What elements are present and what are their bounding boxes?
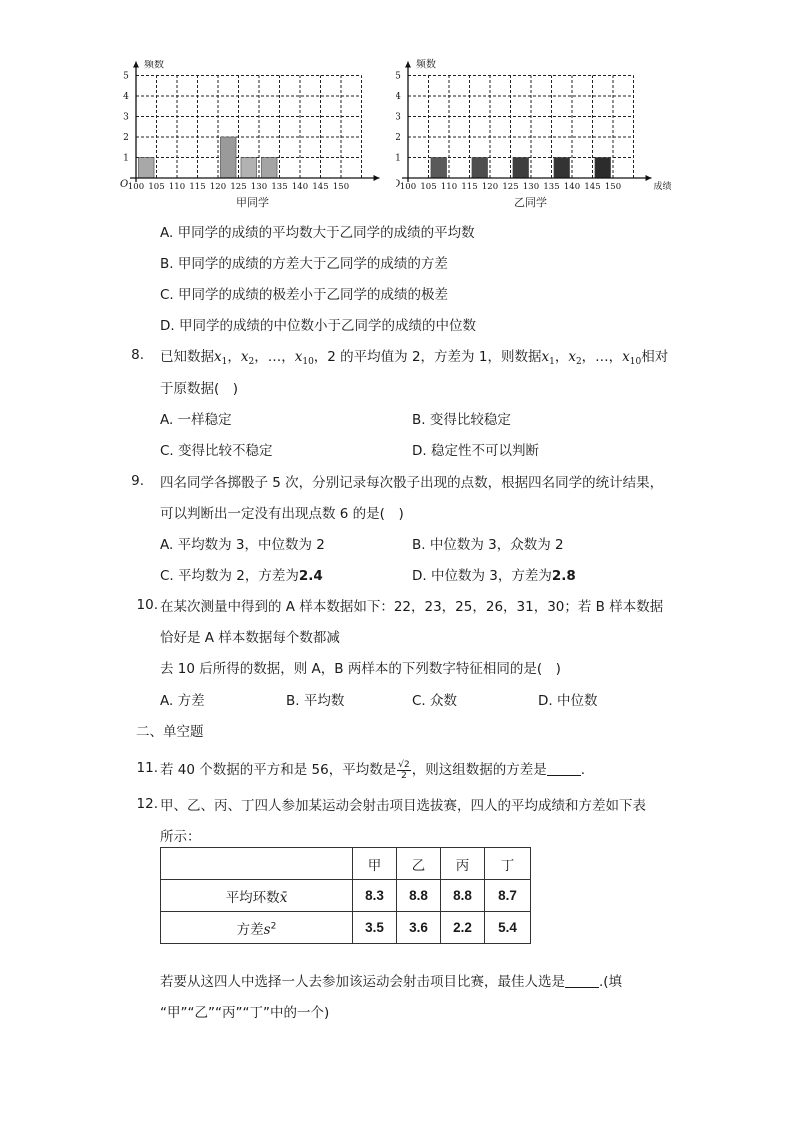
table-cell: 3.5 <box>353 912 397 944</box>
y-tick-label: 3 <box>396 112 401 123</box>
y-tick-label: 1 <box>123 153 129 164</box>
q9-option-d-value: 2.8 <box>551 568 576 584</box>
q8-text-a: 已知数据 <box>160 349 214 365</box>
stats-table <box>160 847 531 944</box>
table-row <box>161 912 531 944</box>
histogram-bar <box>241 158 257 179</box>
table-cell: 8.7 <box>485 880 531 912</box>
q11-number: 11. <box>136 760 158 776</box>
q9-option-c-value: 2.4 <box>298 568 323 584</box>
origin-label: O <box>120 179 129 190</box>
histogram-yi <box>396 56 678 212</box>
q8-number: 8. <box>131 347 144 363</box>
q8-option-a[interactable]: A. 一样稳定 <box>160 412 232 428</box>
x-axis-arrow <box>646 175 652 181</box>
q8-text-b: ，2 的平均值为 2，方差为 1，则数据 <box>313 349 542 365</box>
q10-line2: 恰好是 A 样本数据每个数都减 <box>160 630 340 646</box>
x-tick-label: 115 <box>461 182 478 192</box>
x-tick-label: 110 <box>168 182 186 192</box>
q9-option-a[interactable]: A. 平均数为 3，中位数为 2 <box>160 537 325 553</box>
q8-text-c: 相对 <box>641 349 669 365</box>
x-tick-label: 100 <box>399 182 417 192</box>
y-axis-arrow <box>405 62 411 68</box>
q7-option-c[interactable]: C. 甲同学的成绩的极差小于乙同学的成绩的极差 <box>160 287 449 303</box>
q9-line1: 四名同学各掷骰子 5 次，分别记录每次骰子出现的点数，根据四名同学的统计结果， <box>160 475 664 491</box>
y-axis-arrow <box>133 62 139 68</box>
q12-line3: 若要从这四人中选择一人去参加该运动会射击项目比赛，最佳人选是 .(填 <box>160 974 623 990</box>
table-cell: 8.8 <box>397 880 441 912</box>
histogram-bar <box>513 158 529 179</box>
q11-answer-blank[interactable] <box>547 764 581 776</box>
q10-line3: 去 10 后所得的数据，则 A，B 两样本的下列数字特征相同的是( ) <box>160 661 561 677</box>
q8-x10b: $x_{10}$ <box>622 349 642 367</box>
histogram-bar <box>472 158 488 179</box>
x-tick-label: 120 <box>481 182 499 192</box>
q9-option-c[interactable]: C. 平均数为 2，方差为2.4 <box>160 568 323 584</box>
x-axis-label: 成绩 <box>653 182 672 192</box>
y-tick-label: 1 <box>396 153 401 164</box>
y-tick-label: 2 <box>396 133 401 143</box>
chart-caption-yi: 乙同学 <box>514 196 547 209</box>
q9-line2: 可以判断出一定没有出现点数 6 的是( ) <box>160 506 404 522</box>
q7-option-b[interactable]: B. 甲同学的成绩的方差大于乙同学的成绩的方差 <box>160 256 448 272</box>
y-tick-label: 4 <box>396 92 401 102</box>
q12-line4: “甲”“乙”“丙”“丁”中的一个) <box>160 1005 330 1021</box>
table-header-row <box>161 848 531 880</box>
y-tick-label: 2 <box>123 133 129 143</box>
histogram-bar <box>595 158 611 179</box>
table-cell: 3.6 <box>397 912 441 944</box>
table-cell: 5.4 <box>485 912 531 944</box>
q10-line1: 在某次测量中得到的 A 样本数据如下：22，23，25，26，31，30；若 B 样本数据 <box>160 599 664 615</box>
table-cell: 8.8 <box>441 880 485 912</box>
histogram-bar <box>138 158 154 179</box>
table-header-jia: 甲 <box>353 848 397 880</box>
q10-option-c[interactable]: C. 众数 <box>412 693 458 709</box>
x-tick-label: 105 <box>420 182 437 192</box>
x-tick-label: 130 <box>250 182 268 192</box>
section-heading: 二、单空题 <box>136 724 204 740</box>
q7-option-a[interactable]: A. 甲同学的成绩的平均数大于乙同学的成绩的平均数 <box>160 225 475 241</box>
x-tick-label: 125 <box>230 182 247 192</box>
histogram-jia <box>118 60 380 210</box>
table-cell: 2.2 <box>441 912 485 944</box>
q12-number: 12. <box>136 796 158 812</box>
q9-option-b[interactable]: B. 中位数为 3，众数为 2 <box>412 537 564 553</box>
chart-caption-jia: 甲同学 <box>236 196 269 209</box>
table-header-ding: 丁 <box>485 848 531 880</box>
q10-option-d[interactable]: D. 中位数 <box>538 693 598 709</box>
q12-answer-blank[interactable] <box>565 976 599 988</box>
origin-label <box>396 179 400 190</box>
y-tick-label: 4 <box>123 92 129 102</box>
x-tick-label: 150 <box>332 182 350 192</box>
q8-x10: $x_{10}$ <box>294 349 314 367</box>
q8-option-c[interactable]: C. 变得比较不稳定 <box>160 443 273 459</box>
q11-fraction: $\frac{√2}{2}$ <box>398 759 410 781</box>
q10-option-b[interactable]: B. 平均数 <box>286 693 345 709</box>
q8-x2b: $x_2$ <box>568 349 582 367</box>
histogram-bar <box>220 137 236 178</box>
q11-line: 若 40 个数据的平方和是 56，平均数是 $\frac{√2}{2}$ ，则这组数据的方差是 . <box>160 759 585 781</box>
x-tick-label: 135 <box>271 182 288 192</box>
histogram-yi-svg <box>396 56 678 212</box>
row-label-variance: 方差$s^2$ <box>161 912 353 944</box>
y-tick-label: 5 <box>123 71 129 82</box>
y-axis-label: 频数 <box>144 60 164 71</box>
q8-x1b: $x_1$ <box>541 349 555 367</box>
q8-option-b[interactable]: B. 变得比较稳定 <box>412 412 511 428</box>
q8-x2: $x_2$ <box>240 349 255 367</box>
x-tick-label: 140 <box>291 182 309 192</box>
x-tick-label: 150 <box>604 182 622 192</box>
q8-x1: $x_1$ <box>214 349 228 367</box>
q9-number: 9. <box>131 473 144 489</box>
y-axis-label: 频数 <box>416 59 436 71</box>
x-tick-label: 145 <box>584 182 601 192</box>
q10-option-a[interactable]: A. 方差 <box>160 693 205 709</box>
x-tick-label: 125 <box>502 182 519 192</box>
histogram-bar <box>431 158 447 179</box>
x-axis-arrow <box>374 175 380 181</box>
q8-line1: 已知数据$x_1$，$x_2$，…，$x_{10}$，2 的平均值为 2，方差为 1，则数据$x_1$，$x_2$，…，$x_{10}$相对 <box>160 349 669 367</box>
y-tick-label: 3 <box>123 112 129 123</box>
q7-option-d[interactable]: D. 甲同学的成绩的中位数小于乙同学的成绩的中位数 <box>160 318 476 334</box>
q10-number: 10. <box>136 597 158 613</box>
x-tick-label: 120 <box>209 182 227 192</box>
x-tick-label: 105 <box>148 182 165 192</box>
x-tick-label: 110 <box>440 182 458 192</box>
x-tick-label: 115 <box>189 182 206 192</box>
histogram-bar <box>261 158 277 179</box>
x-tick-label: 130 <box>522 182 540 192</box>
x-tick-label: 100 <box>127 182 145 192</box>
table-header-bing: 丙 <box>441 848 485 880</box>
table-corner <box>161 848 353 880</box>
x-tick-label: 135 <box>543 182 560 192</box>
x-tick-label: 140 <box>563 182 581 192</box>
table-row <box>161 880 531 912</box>
histogram-bar <box>554 158 570 179</box>
y-tick-label: 5 <box>396 71 401 82</box>
q12-line2: 所示： <box>160 829 201 845</box>
q12-line1: 甲、乙、丙、丁四人参加某运动会射击项目选拔赛，四人的平均成绩和方差如下表 <box>160 798 646 814</box>
x-tick-label: 145 <box>312 182 329 192</box>
q8-option-d[interactable]: D. 稳定性不可以判断 <box>412 443 539 459</box>
histogram-jia-svg <box>118 60 380 210</box>
table-cell: 8.3 <box>353 880 397 912</box>
table-header-yi: 乙 <box>397 848 441 880</box>
q8-line2: 于原数据( ) <box>160 381 239 397</box>
row-label-mean: 平均环数x̄ <box>161 880 353 912</box>
q9-option-d[interactable]: D. 中位数为 3，方差为2.8 <box>412 568 576 584</box>
